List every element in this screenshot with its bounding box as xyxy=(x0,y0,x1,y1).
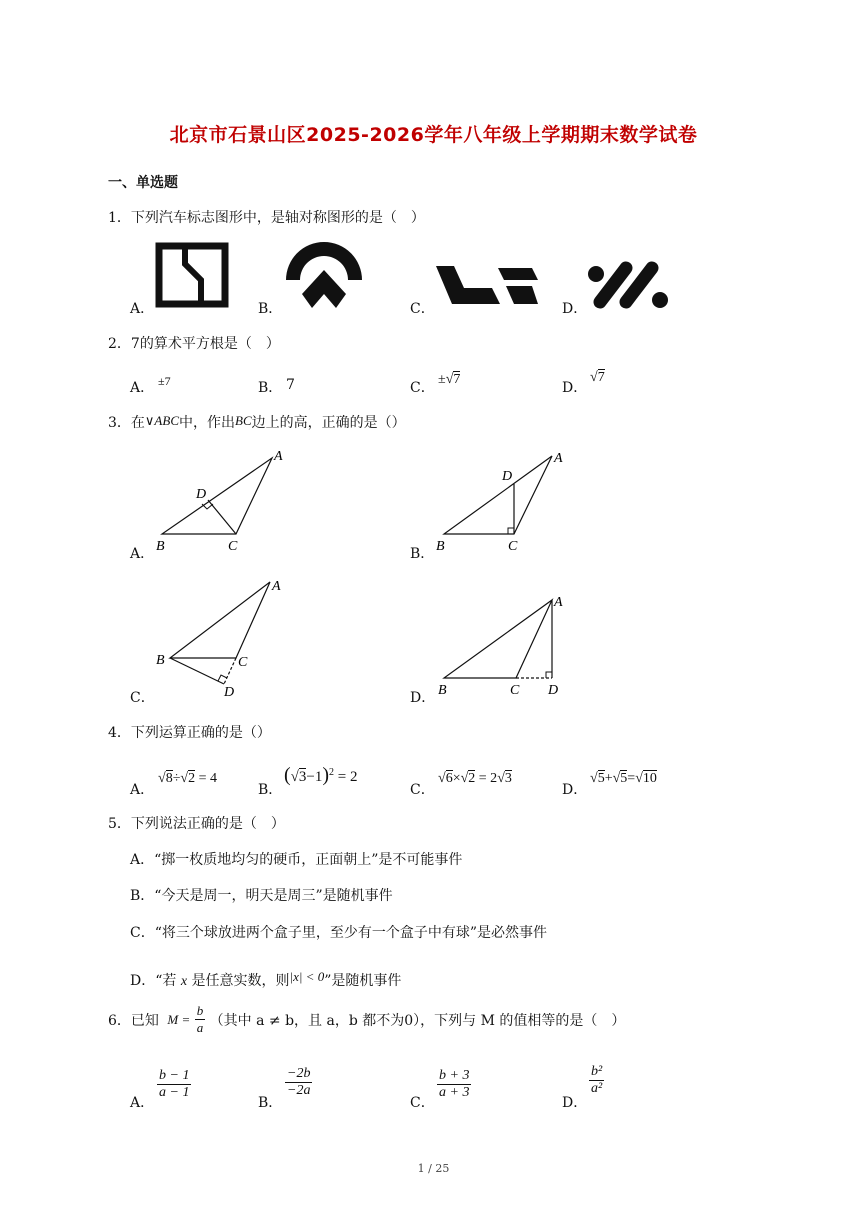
q2-option-c-label: C． xyxy=(410,380,435,396)
q4-option-c-expr: √6×√2 = 2√3 xyxy=(438,771,512,786)
q3-option-d-label: D． xyxy=(410,690,436,706)
svg-text:C: C xyxy=(510,683,520,698)
q4-option-c-label: C． xyxy=(410,782,435,798)
q6-option-a-label: A． xyxy=(130,1095,155,1111)
question-3-stem: 3．在∨ABC中，作出BC边上的高，正确的是（） xyxy=(108,413,406,431)
q2-option-a-label: A． xyxy=(130,380,155,396)
q6-option-c-fraction: $\frac{b + 3}{a + 3}$ xyxy=(439,1068,470,1100)
svg-text:D: D xyxy=(548,683,559,698)
logo-c-icon xyxy=(434,262,540,306)
sqrt-sign-icon: √ xyxy=(590,370,598,385)
q6-option-b-fraction: $\frac{-2b}{-2a}$ xyxy=(287,1066,311,1098)
q2-option-b-label: B． xyxy=(258,380,283,396)
q5-option-b: B．“今天是周一，明天是周三”是随机事件 xyxy=(130,888,393,904)
question-5-stem: 5．下列说法正确的是（ ） xyxy=(108,816,285,832)
logo-a-icon xyxy=(155,242,229,308)
q4-option-d-label: D． xyxy=(562,782,588,798)
q1-option-c-label: C． xyxy=(410,301,435,317)
svg-text:B: B xyxy=(156,653,165,668)
q4-option-b-expr: $(√3-1)^2 = 2$ xyxy=(284,764,358,786)
q5-option-a: A．“掷一枚质地均匀的硬币，正面朝上”是不可能事件 xyxy=(130,852,463,868)
q2-option-d-label: D． xyxy=(562,380,588,396)
sqrt-sign-icon: √ xyxy=(445,372,454,387)
q3-option-b-label: B． xyxy=(410,546,435,562)
triangle-diagram-a xyxy=(150,444,300,556)
q6-option-d-label: D． xyxy=(562,1095,588,1111)
logo-d-icon xyxy=(586,258,670,310)
svg-text:A: A xyxy=(554,595,563,610)
section-heading: 一、单选题 xyxy=(108,175,178,191)
q1-option-b-label: B． xyxy=(258,301,283,317)
q6-option-a-fraction: $\frac{b - 1}{a - 1}$ xyxy=(159,1068,190,1100)
svg-text:C: C xyxy=(508,539,518,554)
svg-text:A: A xyxy=(274,449,283,464)
q1-option-a-label: A． xyxy=(130,301,155,317)
svg-text:A: A xyxy=(554,451,563,466)
logo-b-icon xyxy=(284,238,364,312)
triangle-diagram-d xyxy=(432,590,582,702)
q6-option-c-label: C． xyxy=(410,1095,435,1111)
q4-option-b-label: B． xyxy=(258,782,283,798)
svg-text:B: B xyxy=(436,539,445,554)
svg-text:C: C xyxy=(228,539,238,554)
page-number: 1 / 25 xyxy=(417,1162,450,1175)
svg-text:D: D xyxy=(224,685,235,700)
question-6-stem: 6．已知 M = $\frac{b}{a}$ （其中 a ≠ b，且 a，b 都不为0），下列与 M 的值相等的是（ ） xyxy=(108,1003,626,1035)
svg-text:D: D xyxy=(196,487,207,502)
q4-option-a-label: A． xyxy=(130,782,155,798)
question-4-stem: 4．下列运算正确的是（） xyxy=(108,725,271,741)
triangle-diagram-b xyxy=(432,446,582,556)
svg-text:C: C xyxy=(238,655,248,670)
page-title: 北京市石景山区2025-2026学年八年级上学期期末数学试卷 xyxy=(169,124,698,146)
q5-option-c: C．“将三个球放进两个盒子里，至少有一个盒子中有球”是必然事件 xyxy=(130,925,548,941)
q2-option-d-value: √7 xyxy=(590,370,605,385)
triangle-diagram-c xyxy=(150,576,300,700)
q3-option-a-label: A． xyxy=(130,546,155,562)
q2-option-a-value: ±7 xyxy=(158,374,171,388)
q5-option-d: D．“若 x 是任意实数，则|x| < 0”是随机事件 xyxy=(130,969,402,989)
q6-option-d-fraction: $\frac{\text{b²}}{\text{a²}}$ xyxy=(591,1064,603,1096)
svg-text:D: D xyxy=(502,469,513,484)
question-2-stem: 2．7的算术平方根是（ ） xyxy=(108,336,280,352)
q1-option-d-label: D． xyxy=(562,301,588,317)
q6-option-b-label: B． xyxy=(258,1095,283,1111)
svg-text:B: B xyxy=(156,539,165,554)
svg-text:B: B xyxy=(438,683,447,698)
question-1-stem: 1．下列汽车标志图形中，是轴对称图形的是（ ） xyxy=(108,210,425,226)
svg-text:A: A xyxy=(272,579,281,594)
q4-option-d-expr: √5+√5=√10 xyxy=(590,771,657,786)
q4-option-a-expr: √8÷√2 = 4 xyxy=(158,771,217,786)
q2-option-b-value: 7 xyxy=(286,377,295,393)
q2-option-c-value: ±√7 xyxy=(438,372,461,387)
q3-option-c-label: C． xyxy=(130,690,155,706)
